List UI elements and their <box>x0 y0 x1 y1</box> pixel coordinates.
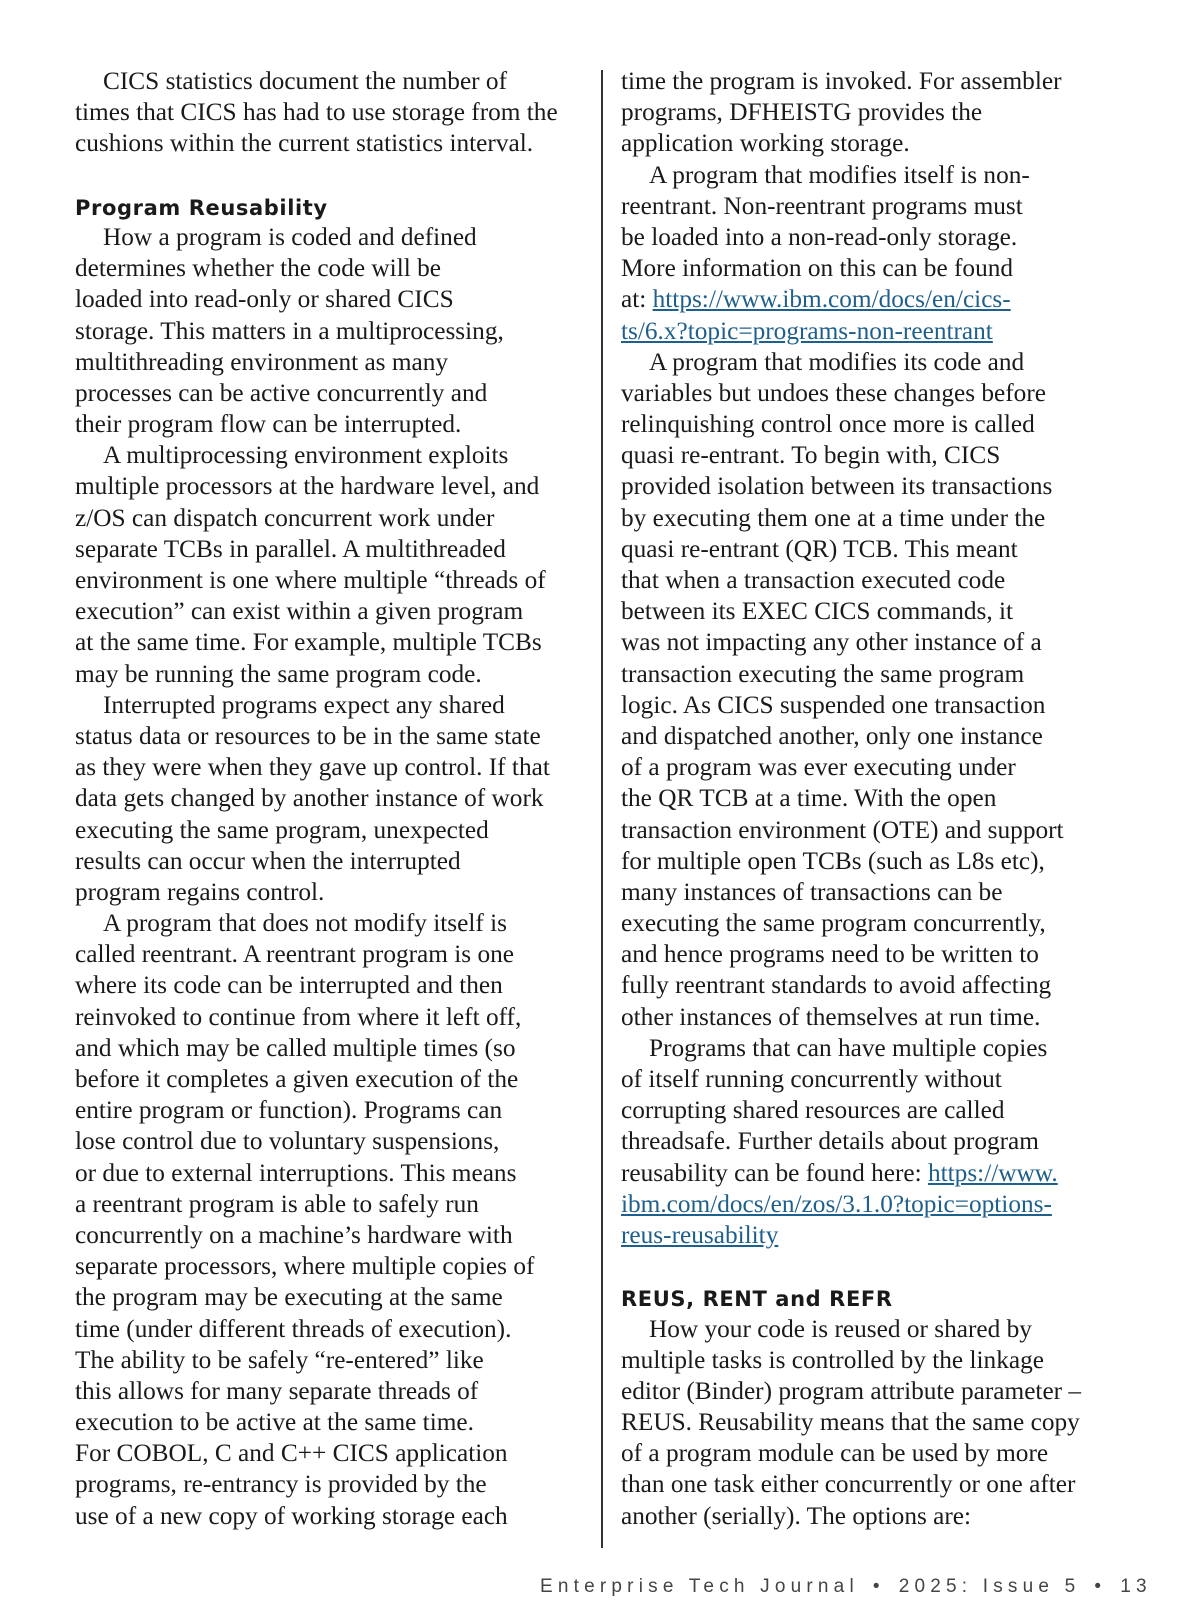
text-line: a reentrant program is able to safely run <box>75 1189 479 1218</box>
page-number: 13 <box>1120 1576 1152 1597</box>
text-line: separate TCBs in parallel. A multithreaded <box>75 534 506 563</box>
paragraph-non-reentrant <box>621 160 1131 347</box>
text-line: More information on this can be found <box>621 254 1014 283</box>
text-line: time the program is invoked. For assembler <box>621 67 1062 95</box>
text-line: transaction environment (OTE) and support <box>621 815 1064 844</box>
text-line: fully reentrant standards to avoid affecting <box>621 971 1052 1000</box>
text-line: of a program was ever executing under <box>621 753 1016 782</box>
text-line: programs, re-entrancy is provided by the <box>75 1470 487 1499</box>
text-line: threadsafe. Further details about program <box>621 1127 1039 1156</box>
text-line: multiple tasks is controlled by the linkage <box>621 1345 1044 1374</box>
text-line: as they were when they gave up control. If that <box>75 753 550 782</box>
paragraph-interrupted <box>75 690 595 908</box>
text-line: and hence programs need to be written to <box>621 940 1039 969</box>
text-line: A multiprocessing environment exploits <box>103 441 509 470</box>
text-fragment: reusability can be found here: <box>621 1158 928 1187</box>
text-line: A program that does not modify itself is <box>103 909 507 938</box>
text-line: where its code can be interrupted and then <box>75 971 503 1000</box>
text-line: separate processors, where multiple copies of <box>75 1252 535 1281</box>
text-line: was not impacting any other instance of a <box>621 628 1042 657</box>
bullet-separator: • <box>872 1576 885 1597</box>
text-line: For COBOL, C and C++ CICS application <box>75 1439 508 1468</box>
text-line: variables but undoes these changes before <box>621 378 1046 407</box>
text-line: REUS. Reusability means that the same copy <box>621 1408 1080 1437</box>
text-line: lose control due to voluntary suspensions, <box>75 1127 500 1156</box>
text-line: How your code is reused or shared by <box>649 1314 1032 1343</box>
text-line: The ability to be safely “re-entered” like <box>75 1345 484 1374</box>
right-column <box>621 66 1131 1532</box>
text-line: executing the same program, unexpected <box>75 815 489 844</box>
text-line: results can occur when the interrupted <box>75 846 461 875</box>
publication-name: Enterprise Tech Journal <box>540 1576 859 1597</box>
left-column <box>75 66 595 1532</box>
text-line: multiple processors at the hardware level, and <box>75 472 540 501</box>
text-line: called reentrant. A reentrant program is one <box>75 940 515 969</box>
link-reusability-docs-cont[interactable]: ibm.com/docs/en/zos/3.1.0?topic=options- <box>621 1189 1052 1218</box>
text-line: be loaded into a non-read-only storage. <box>621 222 1018 251</box>
text-line: times that CICS has had to use storage from the <box>75 98 558 127</box>
text-line: Programs that can have multiple copies <box>649 1033 1048 1062</box>
text-line: the QR TCB at a time. With the open <box>621 784 997 813</box>
paragraph-intro <box>75 66 595 160</box>
text-line: entire program or function). Programs can <box>75 1096 503 1125</box>
text-line: corrupting shared resources are called <box>621 1096 1005 1125</box>
text-line: logic. As CICS suspended one transaction <box>621 690 1046 719</box>
text-line <box>621 284 1131 315</box>
text-line: Interrupted programs expect any shared <box>103 690 505 719</box>
text-line: loaded into read-only or shared CICS <box>75 285 454 314</box>
text-line: many instances of transactions can be <box>621 877 1003 906</box>
text-line: relinquishing control once more is called <box>621 410 1035 439</box>
text-line: storage. This matters in a multiprocessing, <box>75 316 504 345</box>
text-line: program regains control. <box>75 877 325 906</box>
paragraph-continuation <box>621 66 1131 160</box>
text-line: CICS statistics document the number of <box>103 67 507 95</box>
text-line: by executing them one at a time under the <box>621 503 1046 532</box>
text-line <box>621 1220 1131 1251</box>
paragraph-multiprocessing <box>75 440 595 690</box>
text-line: editor (Binder) program attribute parameter – <box>621 1376 1082 1405</box>
text-line: and dispatched another, only one instance <box>621 721 1043 750</box>
text-line: another (serially). The options are: <box>621 1501 972 1530</box>
text-line: executing the same program concurrently, <box>621 909 1046 938</box>
section-heading-program-reusability: Program Reusability <box>75 195 328 220</box>
text-line: data gets changed by another instance of work <box>75 784 544 813</box>
text-line: provided isolation between its transactions <box>621 472 1053 501</box>
text-line: z/OS can dispatch concurrent work under <box>75 503 495 532</box>
text-fragment: at: <box>621 285 653 314</box>
page-footer <box>540 1576 1152 1598</box>
text-line: reentrant. Non-reentrant programs must <box>621 191 1023 220</box>
bullet-separator: • <box>1094 1576 1107 1597</box>
link-non-reentrant-docs-cont[interactable]: ts/6.x?topic=programs-non-reentrant <box>621 316 993 345</box>
text-line: and which may be called multiple times (so <box>75 1033 516 1062</box>
section-heading-reus-rent-refr: REUS, RENT and REFR <box>621 1287 893 1312</box>
column-divider <box>601 70 603 1548</box>
text-line: reinvoked to continue from where it left off, <box>75 1002 522 1031</box>
text-line: execution to be active at the same time. <box>75 1408 474 1437</box>
text-line: How a program is coded and defined <box>103 222 477 251</box>
text-line: this allows for many separate threads of <box>75 1376 479 1405</box>
text-line: the program may be executing at the same <box>75 1283 503 1312</box>
text-line: quasi re-entrant. To begin with, CICS <box>621 441 1001 470</box>
text-line: execution” can exist within a given program <box>75 597 524 626</box>
text-line: other instances of themselves at run time. <box>621 1002 1041 1031</box>
text-line: environment is one where multiple “threads of <box>75 566 546 594</box>
text-line: for multiple open TCBs (such as L8s etc), <box>621 846 1045 875</box>
text-line: processes can be active concurrently and <box>75 378 488 407</box>
text-line: before it completes a given execution of the <box>75 1065 519 1093</box>
issue-label: 2025: Issue 5 <box>898 1576 1081 1597</box>
paragraph-threadsafe <box>621 1033 1131 1251</box>
link-reusability-docs-end[interactable]: reus-reusability <box>621 1220 779 1249</box>
text-line: of a program module can be used by more <box>621 1439 1049 1468</box>
text-line: A program that modifies its code and <box>649 347 1025 376</box>
paragraph-how-coded <box>75 222 595 440</box>
paragraph-reentrant <box>75 908 595 1532</box>
text-line: their program flow can be interrupted. <box>75 410 462 439</box>
link-non-reentrant-docs[interactable]: https://www.ibm.com/docs/en/cics- <box>652 285 1011 314</box>
text-line <box>621 1189 1131 1220</box>
paragraph-reus <box>621 1314 1131 1532</box>
text-line: than one task either concurrently or one after <box>621 1470 1076 1499</box>
text-line: transaction executing the same program <box>621 659 1025 688</box>
text-line: of itself running concurrently without <box>621 1065 1002 1093</box>
text-line: that when a transaction executed code <box>621 566 1006 594</box>
text-line: status data or resources to be in the same state <box>75 721 541 750</box>
text-line: multithreading environment as many <box>75 347 449 376</box>
text-line: A program that modifies itself is non- <box>649 160 1030 189</box>
text-line: determines whether the code will be <box>75 254 441 283</box>
text-line: between its EXEC CICS commands, it <box>621 597 1014 626</box>
text-line <box>621 316 1131 347</box>
text-line: may be running the same program code. <box>75 659 482 688</box>
text-line: use of a new copy of working storage each <box>75 1501 508 1530</box>
text-line: concurrently on a machine’s hardware with <box>75 1220 513 1249</box>
text-line: at the same time. For example, multiple TCBs <box>75 628 542 657</box>
text-line <box>621 1158 1131 1189</box>
text-line: cushions within the current statistics interval. <box>75 129 534 158</box>
text-line: quasi re-entrant (QR) TCB. This meant <box>621 534 1018 563</box>
text-line: or due to external interruptions. This means <box>75 1158 517 1187</box>
text-line: time (under different threads of execution). <box>75 1314 512 1343</box>
paragraph-quasi-reentrant <box>621 347 1131 1033</box>
text-line: application working storage. <box>621 129 910 158</box>
link-reusability-docs[interactable]: https://www. <box>927 1158 1058 1187</box>
text-line: programs, DFHEISTG provides the <box>621 98 983 127</box>
